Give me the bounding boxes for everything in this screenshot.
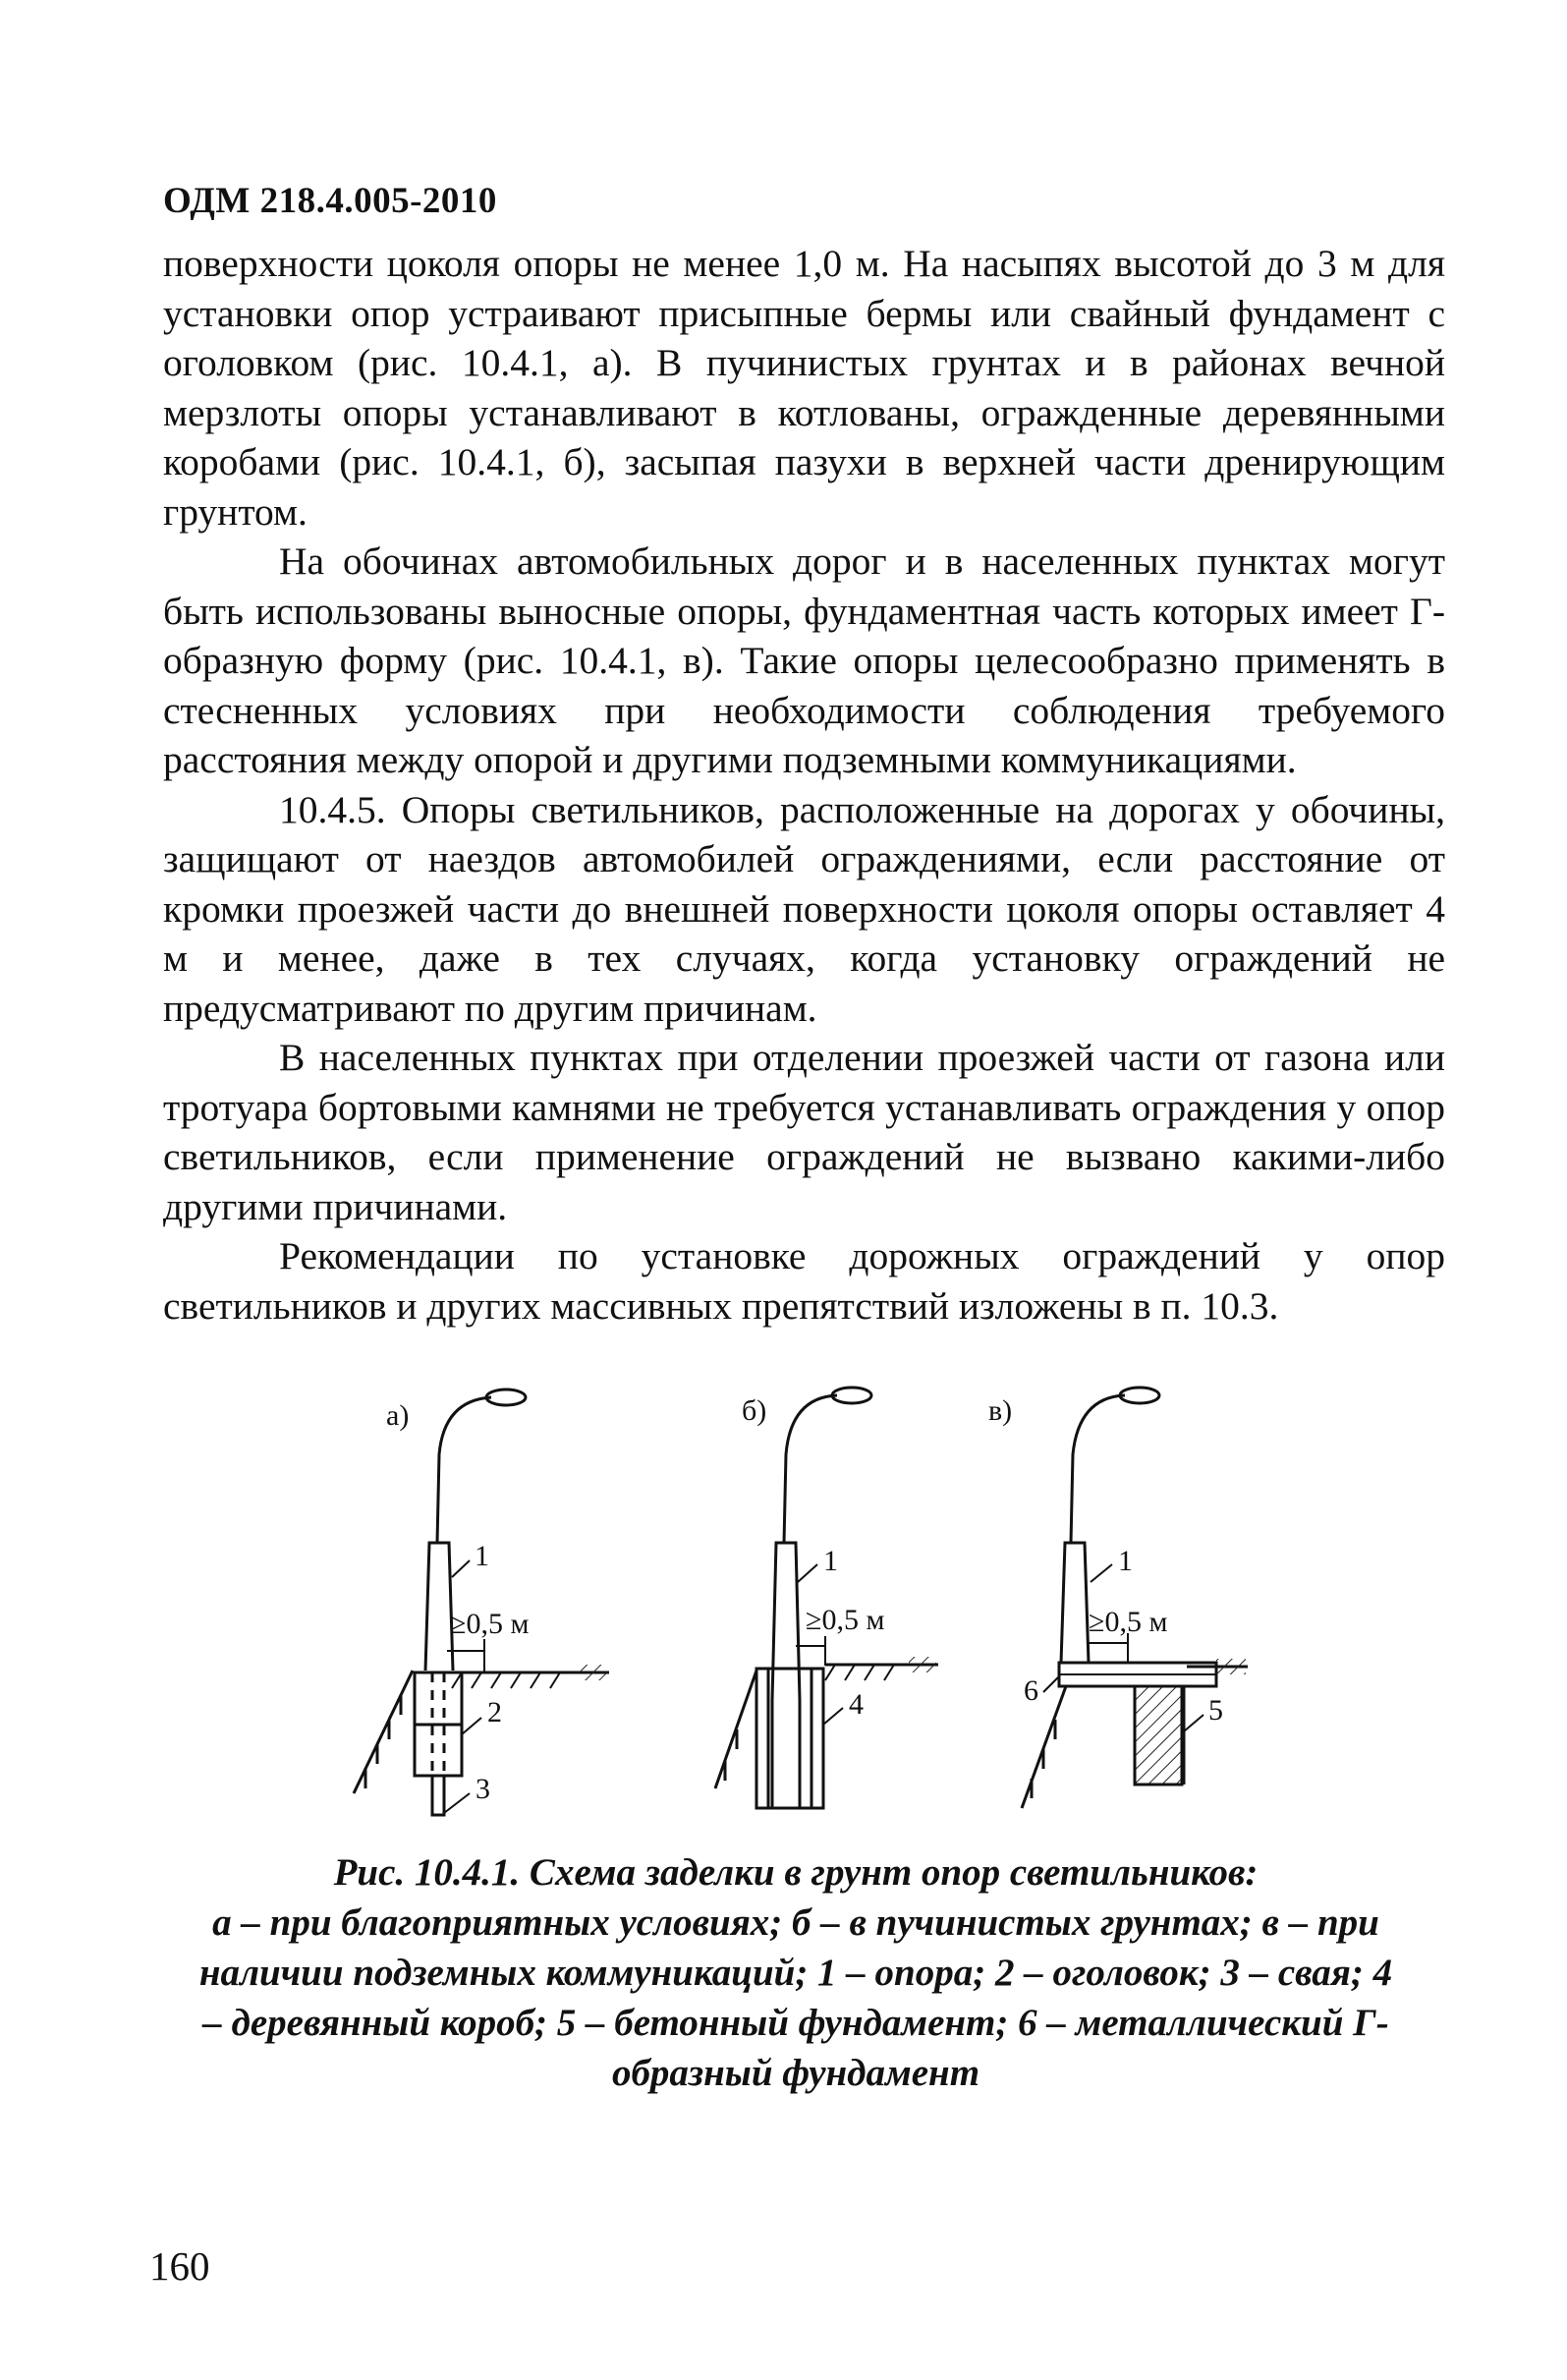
paragraph-1: поверхности цоколя опоры не менее 1,0 м. На насыпях высотой до 3 м для установки опор устраивают присыпные бермы или свайный фундамент с оголовком (рис. 10.4.1, а). В пучинистых грунтах и в районах вечной мерзлоты опоры устанавливают в котлованы, огражденные деревянными коробами (рис. 10.4.1, б), засыпая пазухи в верхней части дренирующим грунтом. xyxy=(163,242,1445,534)
paragraph-2: На обочинах автомобильных дорог и в населенных пунктах могут быть использованы выносные опоры, фундаментная часть которых имеет Г-образную форму (рис. 10.4.1, в). Такие опоры целесообразно применять в стесненных условиях при необходимости соблюдения требуемого расстояния между опорой и другими подземными коммуникациями. xyxy=(163,539,1445,781)
pole-v-shaft xyxy=(1061,1543,1089,1663)
lamp-b xyxy=(832,1388,871,1403)
body-text xyxy=(163,239,1445,1331)
callout-v-1: 1 xyxy=(1118,1545,1133,1577)
paragraph-3: 10.4.5. Опоры светильников, расположенные на дорогах у обочины, защищают от наездов автомобилей ограждениями, если расстояние от кромки проезжей части до внешней поверхности цоколя опоры оставляет 4 м и менее, даже в тех случаях, когда установку ограждений не предусматривают по другим причинам. xyxy=(163,787,1445,1030)
lamp-a xyxy=(486,1389,526,1405)
caption-legend: а – при благоприятных условиях; б – в пучинистых грунтах; в – при наличии подземных коммуникаций; 1 – опора; 2 – оголовок; 3 – свая; 4 – деревянный короб; 5 – бетонный фундамент; 6 – металлический Г-образный фундамент xyxy=(198,1901,1393,2094)
panel-v xyxy=(988,1388,1248,1808)
callout-b-1: 1 xyxy=(823,1545,838,1577)
figure-caption xyxy=(187,1847,1405,2098)
panel-b xyxy=(715,1388,938,1808)
lamp-v xyxy=(1120,1388,1159,1403)
panel-a-letter: а) xyxy=(386,1399,410,1432)
pile-a xyxy=(432,1776,444,1815)
dim-b: ≥0,5 м xyxy=(806,1604,885,1636)
callout-v-6: 6 xyxy=(1024,1674,1038,1707)
document-code-header: ОДМ 218.4.005-2010 xyxy=(163,181,497,221)
pole-v-arm xyxy=(1071,1395,1125,1543)
page-number: 160 xyxy=(149,2243,210,2289)
slope-a xyxy=(354,1671,413,1793)
caption-title: Рис. 10.4.1. Схема заделки в грунт опор светильников: xyxy=(333,1851,1259,1894)
panel-v-letter: в) xyxy=(988,1394,1013,1427)
dim-a: ≥0,5 м xyxy=(450,1608,530,1640)
figure-pole-foundations xyxy=(0,1376,1567,1838)
callout-b-4: 4 xyxy=(849,1688,864,1721)
pole-b-shaft xyxy=(772,1543,800,1700)
panel-a xyxy=(354,1389,609,1815)
callout-a-3: 3 xyxy=(476,1773,490,1805)
dim-v: ≥0,5 м xyxy=(1089,1606,1168,1638)
panel-b-letter: б) xyxy=(742,1394,767,1427)
callout-a-2: 2 xyxy=(487,1696,502,1728)
concrete-foundation-v xyxy=(1135,1686,1182,1785)
pole-a-arm xyxy=(437,1397,491,1543)
wood-box-b xyxy=(756,1669,823,1808)
figure-diagram xyxy=(0,1376,1567,1838)
paragraph-5: Рекомендации по установке дорожных ограждений у опор светильников и других массивных препятствий изложены в п. 10.3. xyxy=(163,1234,1445,1328)
callout-a-1: 1 xyxy=(475,1540,489,1572)
pole-b-arm xyxy=(784,1395,837,1543)
paragraph-4: В населенных пунктах при отделении проезжей части от газона или тротуара бортовыми камнями не требуется устанавливать ограждения у опор светильников, если применение ограждений не вызвано какими-либо другими причинами. xyxy=(163,1036,1445,1228)
callout-v-5: 5 xyxy=(1208,1694,1223,1727)
